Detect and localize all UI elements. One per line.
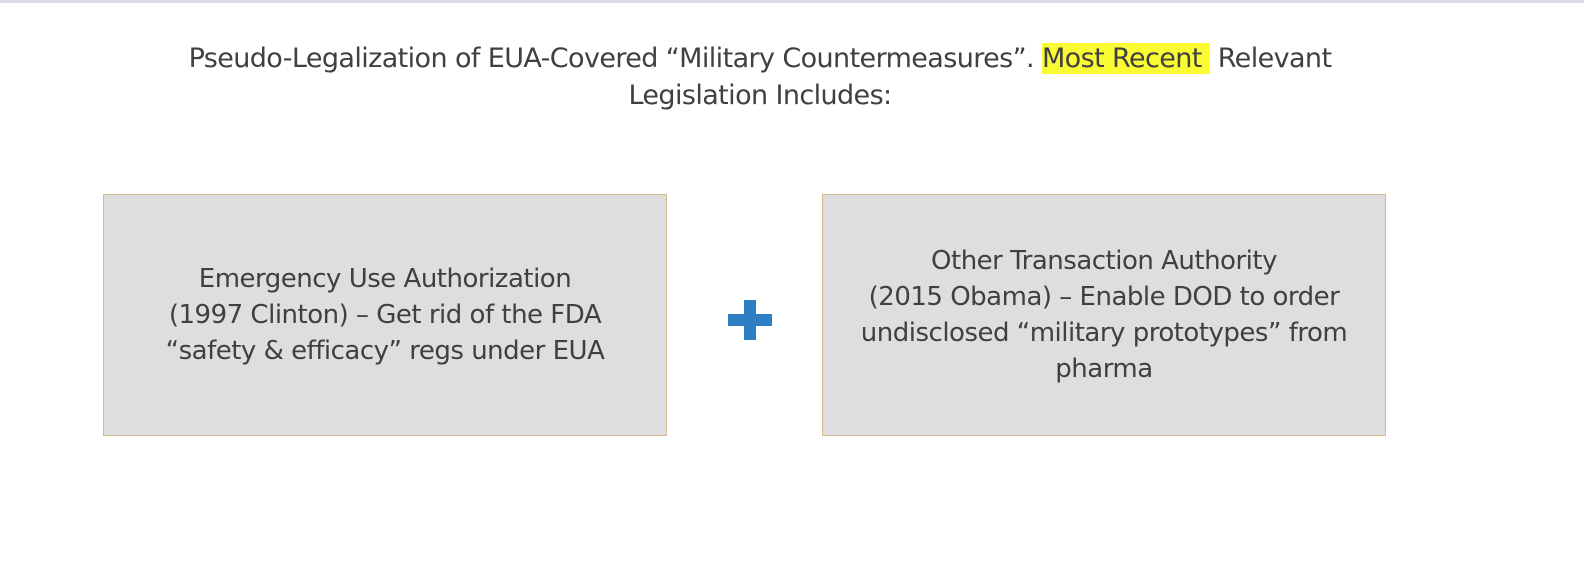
plus-icon	[728, 300, 772, 340]
ota-box-text	[849, 243, 1359, 387]
ota-line-2: (2015 Obama) – Enable DOD to order	[868, 282, 1340, 312]
ota-line-3: undisclosed “military prototypes” from	[860, 318, 1348, 348]
eua-line-1: Emergency Use Authorization	[198, 264, 572, 294]
eua-line-2: (1997 Clinton) – Get rid of the FDA	[168, 300, 602, 330]
title-line-1	[120, 40, 1400, 77]
top-border	[0, 0, 1584, 3]
title-text: Pseudo-Legalization of EUA-Covered “Military Countermeasures”.	[188, 43, 1042, 74]
title-line-2: Legislation Includes:	[628, 80, 892, 111]
ota-line-4: pharma	[1055, 354, 1153, 384]
title-highlight: Most Recent	[1042, 43, 1210, 74]
eua-line-3: “safety & efficacy” regs under EUA	[165, 336, 605, 366]
title-text-end: Relevant	[1209, 43, 1332, 74]
eua-box	[103, 194, 667, 436]
slide-title	[120, 40, 1400, 114]
ota-line-1: Other Transaction Authority	[931, 246, 1277, 276]
eua-box-text	[154, 261, 617, 369]
plus-icon-shape	[728, 300, 772, 340]
ota-box	[822, 194, 1386, 436]
